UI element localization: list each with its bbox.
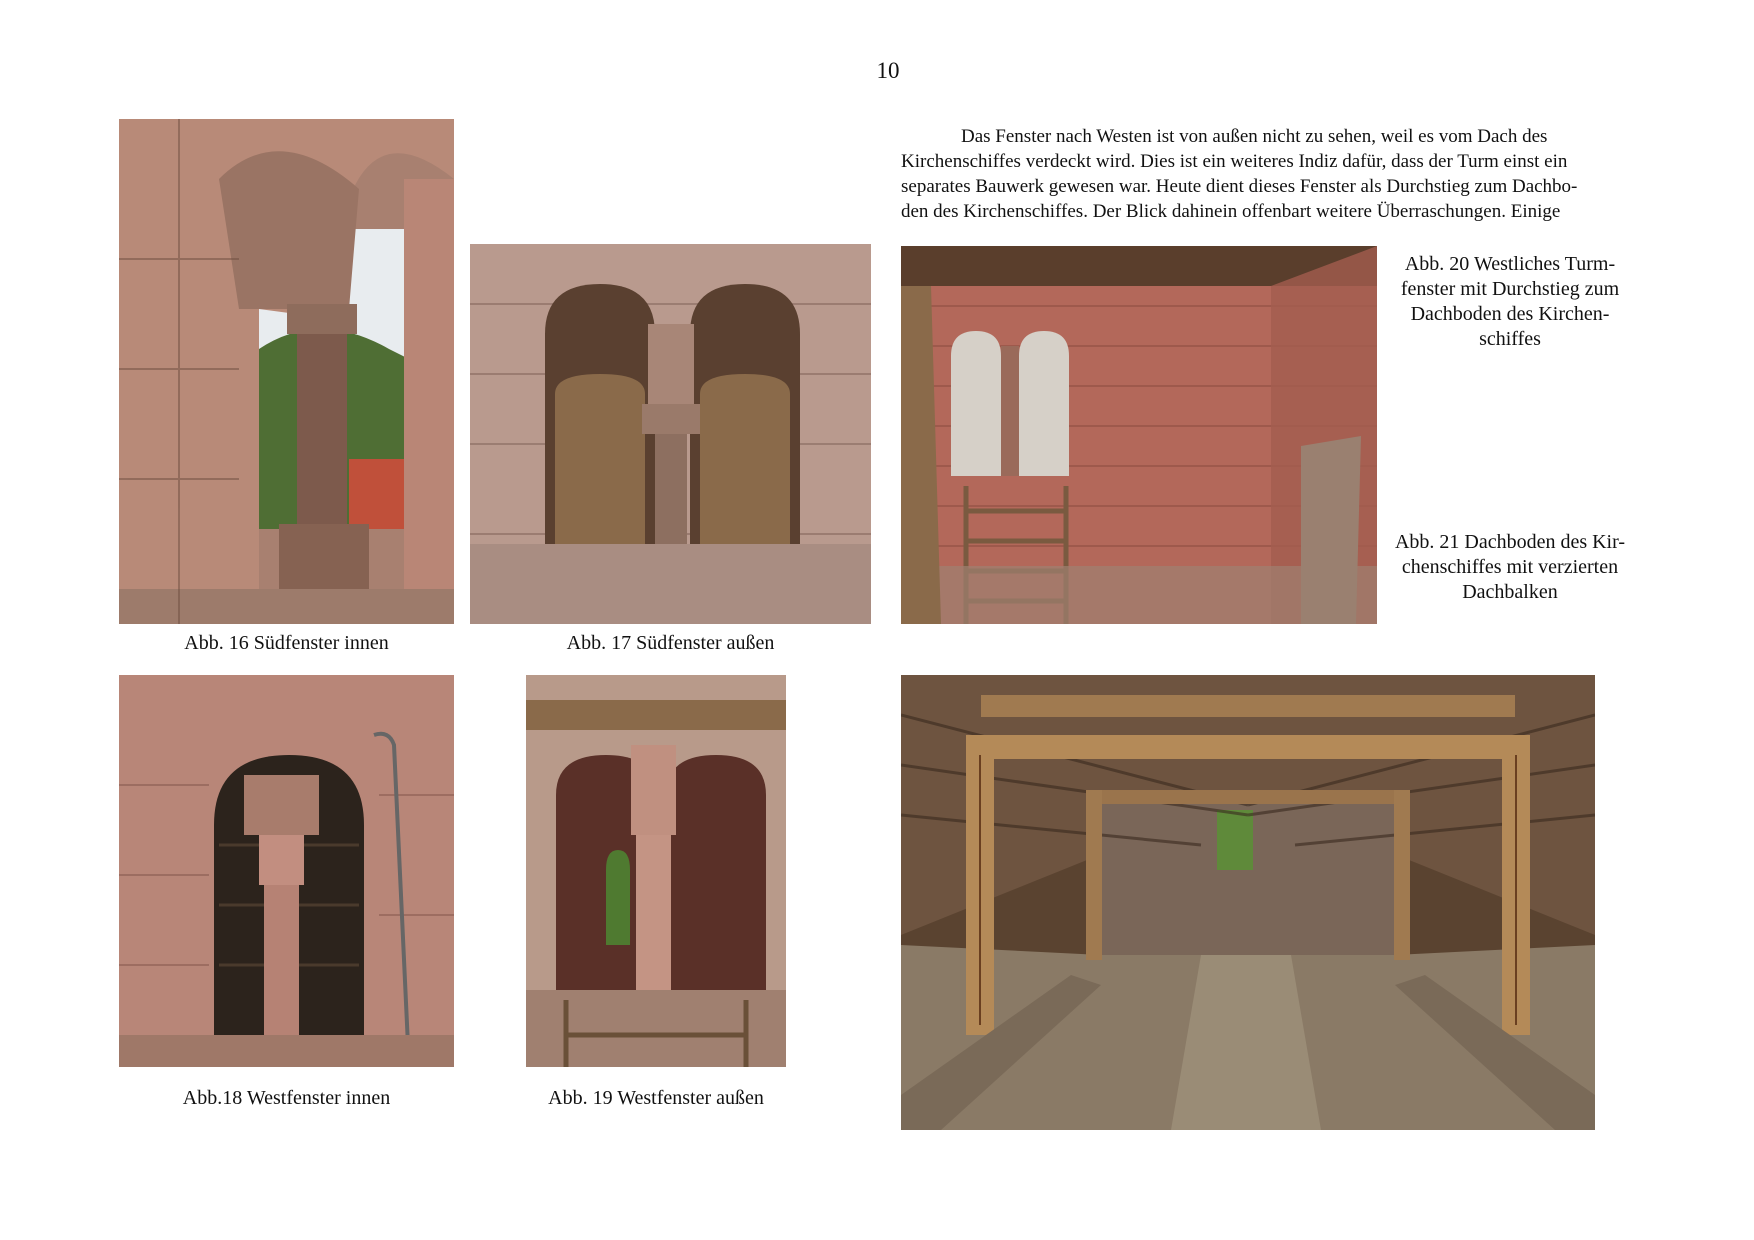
body-paragraph (901, 124, 1650, 224)
page-number: 10 (876, 58, 900, 83)
caption-line: Abb. 21 Dachboden des Kir- (1394, 531, 1626, 553)
photo-south-window-outside (470, 244, 871, 624)
caption-fig17: Abb. 17 Südfenster außen (566, 632, 775, 654)
caption-line: fenster mit Durchstieg zum (1400, 278, 1620, 300)
caption-line: schiffes (1479, 328, 1541, 350)
photo-west-window-outside (526, 675, 786, 1067)
paragraph-line: separates Bauwerk gewesen war. Heute dient dieses Fenster als Durchstieg zum Dachbo- (901, 176, 1578, 197)
caption-fig19: Abb. 19 Westfenster außen (548, 1087, 764, 1109)
paragraph-line: Das Fenster nach Westen ist von außen nicht zu sehen, weil es vom Dach des (961, 126, 1548, 147)
caption-line: Dachbalken (1462, 581, 1558, 603)
paragraph-line: Kirchenschiffes verdeckt wird. Dies ist ein weiteres Indiz dafür, dass der Turm einst ein (901, 151, 1568, 172)
caption-line: chenschiffes mit verzierten (1401, 556, 1619, 578)
caption-line: Dachboden des Kirchen- (1410, 303, 1610, 325)
photo-church-attic (901, 675, 1595, 1130)
photo-south-window-inside (119, 119, 454, 624)
photo-west-tower-window (901, 246, 1377, 624)
paragraph-line: den des Kirchenschiffes. Der Blick dahinein offenbart weitere Überraschungen. Einige (901, 201, 1561, 222)
caption-fig16: Abb. 16 Südfenster innen (184, 632, 389, 654)
caption-fig18: Abb.18 Westfenster innen (182, 1087, 391, 1109)
caption-fig21 (1385, 530, 1635, 605)
photo-west-window-inside (119, 675, 454, 1067)
caption-fig20 (1385, 252, 1635, 352)
caption-line: Abb. 20 Westliches Turm- (1404, 253, 1616, 275)
